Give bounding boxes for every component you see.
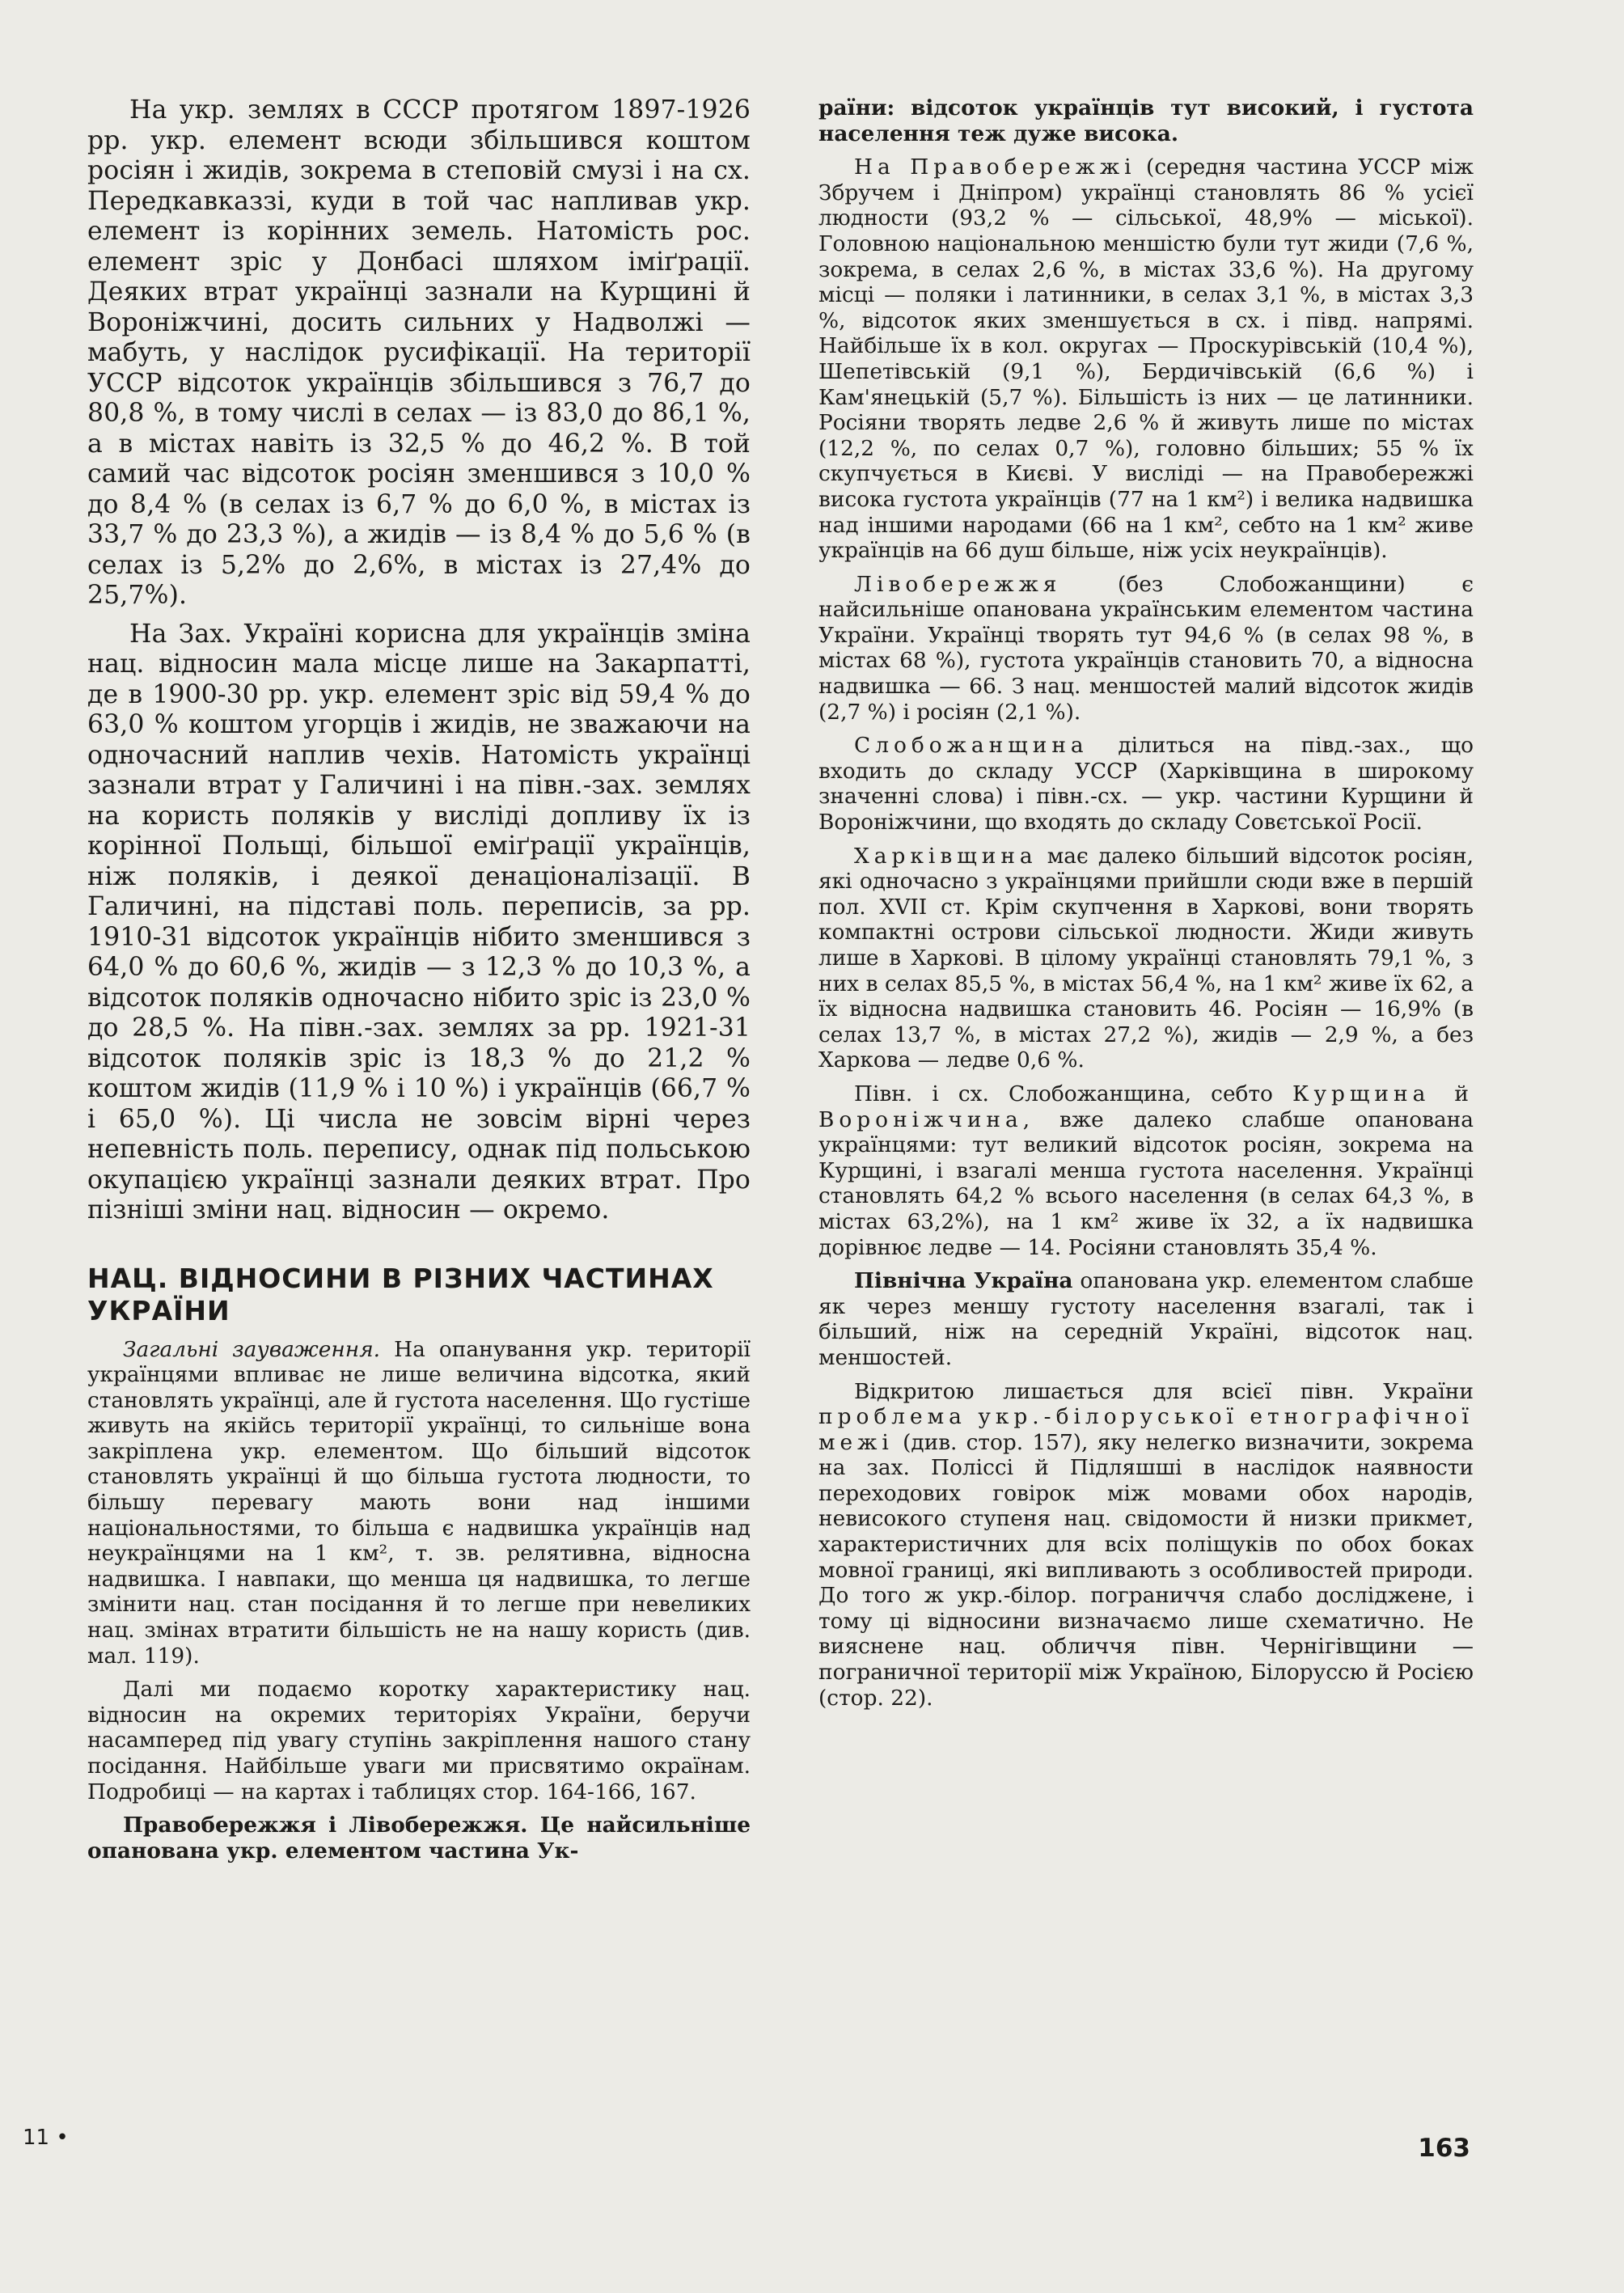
right-column	[818, 95, 1474, 1711]
paragraph-western-ukraine: На Зах. Україні корисна для українців зміна нац. відносин мала місце лише на Закарпатті, де в 1900-30 рр. укр. елемент зріс від 59,4 % до 63,0 % коштом угорців і жидів, не зважаючи на одночасний наплив чехів. Натомість українці зазнали втрат у Галичині і на півн.-зах. землях на користь поляків у висліді допливу їх із корінної Польщі, більшої еміґрації українців, ніж поляків, і деякої денаціоналізації. В Галичині, на підставі поль. переписів, за рр. 1910-31 відсоток українців нібито зменшився з 64,0 % до 60,6 %, жидів — з 12,3 % до 10,3 %, а відсоток поляків одночасно нібито зріс із 23,0 % до 28,5 %. На півн.-зах. землях за рр. 1921-31 відсоток поляків зріс із 18,3 % до 21,2 % коштом жидів (11,9 % і 10 %) і українців (66,7 % і 65,0 %). Ці числа не зовсім вірні через непевність поль. перепису, однак під польською окупацією українці зазнали деяких втрат. Про пізніші зміни нац. відносин — окремо.	[87, 619, 751, 1225]
paragraph-right-left-bank: Правобережжя і Лівобережжя. Це найсильніше опанована укр. елементом частина Ук-	[87, 1813, 751, 1864]
small-text	[87, 1337, 751, 1864]
printer-signature: 11 •	[23, 2126, 69, 2150]
run-in-heading: Курщина й Вороніжчина	[818, 1081, 1474, 1132]
left-column	[87, 95, 751, 1864]
paragraph-left-bank: Лівобережжя (без Слобожанщини) є найсильніше опанована українським елементом частина України. Українці творять тут 94,6 % (в селах 98 %, в містах 68 %), густота українців становить 70, а відносна надвишка — 66. З нац. меншостей малий відсоток жидів (2,7 %) і росіян (2,1 %).	[818, 571, 1474, 725]
page-number: 163	[1418, 2134, 1470, 2163]
run-in-heading: Харківщина	[854, 843, 1038, 869]
paragraph-kharkiv: Харківщина має далеко більший відсоток росіян, які одночасно з українцями прийшли сюди вже в першій пол. XVII ст. Крім скупчення в Харкові, вони творять компактні острови сільської людности. Жиди живуть лише в Харкові. В цілому українці становлять 79,1 %, з них в селах 85,5 %, в містах 56,4 %, на 1 км² живе їх 62, а їх відносна надвишка становить 46. Росіян — 16,9% (в селах 13,7 %, в містах 27,2 %), жидів — 2,9 %, а без Харкова — ледве 0,6 %.	[818, 843, 1474, 1073]
main-text	[87, 95, 751, 1226]
run-in-heading: Північна Україна	[854, 1268, 1073, 1294]
paragraph-overview: Далі ми подаємо коротку характеристику нац. відносин на окремих територіях України, беручи насамперед під увагу ступінь закріплення нашого стану посідання. Найбільше уваги ми присвятимо окраїнам. Подробиці — на картах і таблицях стор. 164-166, 167.	[87, 1677, 751, 1804]
run-in-heading: Лівобережжя	[854, 571, 1062, 597]
section-heading: НАЦ. ВІДНОСИНИ В РІЗНИХ ЧАСТИНАХ УКРАЇНИ	[87, 1262, 714, 1326]
paragraph-continuation: раїни: відсоток українців тут високий, і густота населення теж дуже висока.	[818, 95, 1474, 146]
paragraph-kursk-voronezh: Півн. і сх. Слобожанщина, себто Курщина й Вороніжчина, вже далеко слабше опанована українцями: тут великий відсоток росіян, зокрема на Курщині, і взагалі менша густота населення. Українці становлять 64,2 % всього населення (в селах 64,3 %, в містах 63,2%), на 1 км² живе їх 32, а їх надвишка дорівнює ледве — 14. Росіяни становлять 35,4 %.	[818, 1081, 1474, 1260]
run-in-heading: Правобережжя і Лівобережжя.	[123, 1813, 528, 1838]
run-in-heading: Слобожанщина	[854, 733, 1089, 759]
paragraph-general-remarks: Загальні зауваження. На опанування укр. території українцями впливає не лише величина відсотка, який становлять українці, але й густота населення. Що густіше живуть на якійсь території українці, то сильніше вона закріплена укр. елементом. Що більший відсоток становлять українці й що більша густота людности, то більшу перевагу мають вони над іншими національностями, то більша є надвишка українців над неукраїнцями на 1 км², т. зв. релятивна, відносна надвишка. І навпаки, що менша ця надвишка, то легше змінити нац. стан посідання й то легше при невеликих нац. змінах втратити більшість не на нашу користь (див. мал. 119).	[87, 1336, 751, 1669]
paragraph-slobozhanshchyna: Слобожанщина ділиться на півд.-зах., що входить до складу УССР (Харківщина в широкому значенні слова) і півн.-сх. — укр. частини Курщини й Вороніжчини, що входять до складу Совєтської Росії.	[818, 733, 1474, 836]
paragraph-belarus-border: Відкритою лишається для всієї півн. України проблема укр.-білоруської етнографічної межі (див. стор. 157), яку нелегко визначити, зокрема на зах. Поліссі й Підляшші в наслідок наявности переходових говірок між мовами обох народів, невисокого ступеня нац. свідомости й низки прикмет, характеристичних для всіх поліщуків по обох боках мовної границі, які випливають з особливостей природи. До того ж укр.-білор. пограниччя слабо досліджене, і тому ці відносини визначаємо лише схематично. Не вияснене нац. обличчя півн. Чернігівщини — пограничної території між Україною, Білоруссю й Росією (стор. 22).	[818, 1378, 1474, 1711]
paragraph-ussr-changes: На укр. землях в СССР протягом 1897-1926 рр. укр. елемент всюди збільшився коштом росіян і жидів, зокрема в степовій смузі і на сх. Передкавказзі, куди в той час напливав укр. елемент із корінних земель. Натомість рос. елемент зріс у Донбасі шляхом іміґрації. Деяких втрат українці зазнали на Курщині й Вороніжчині, досить сильних у Надволжі — мабуть, у наслідок русифікації. На території УССР відсоток українців збільшився з 76,7 до 80,8 %, в тому числі в селах — із 83,0 до 86,1 %, а в містах навіть із 32,5 % до 46,2 %. В той самий час відсоток росіян зменшився з 10,0 % до 8,4 % (в селах із 6,7 % до 6,0 %, в містах із 33,7 % до 23,3 %), а жидів — із 8,4 % до 5,6 % (в селах із 5,2% до 2,6%, в містах із 27,4% до 25,7%).	[87, 95, 751, 610]
run-in-heading: проблема укр.-білоруської етнографічної межі	[818, 1404, 1474, 1455]
run-in-heading: Загальні зауваження.	[123, 1336, 381, 1362]
paragraph-right-bank: На Правобережжі (середня частина УССР між Збручем і Дніпром) українці становлять 86 % усієї людности (93,2 % — сільської, 48,9% — міської). Головною національною меншістю були тут жиди (7,6 %, зокрема, в селах 2,6 %, в містах 33,6 %). На другому місці — поляки і латинники, в селах 3,1 %, в містах 3,3 %, відсоток яких зменшується в сх. і півд. напрямі. Найбільше їх в кол. округах — Проскурівській (10,4 %), Шепетівській (9,1 %), Бердичівській (6,6 %) і Кам'янецькій (5,7 %). Більшість із них — це латинники. Росіяни творять ледве 2,6 % й живуть лише по містах (12,2 %, по селах 0,7 %), головно більших; 55 % їх скупчується в Києві. У висліді — на Правобережжі висока густота українців (77 на 1 км²) і велика надвишка над іншими народами (66 на 1 км², себто на 1 км² живе українців на 66 душ більше, ніж усіх неукраїнців).	[818, 154, 1474, 564]
run-in-heading: На Правобережжі	[854, 154, 1136, 180]
paragraph-northern-ukraine: Північна Україна опанована укр. елементом слабше як через меншу густоту населення взагалі, так і більший, ніж на середній Україні, відсоток нац. меншостей.	[818, 1268, 1474, 1370]
